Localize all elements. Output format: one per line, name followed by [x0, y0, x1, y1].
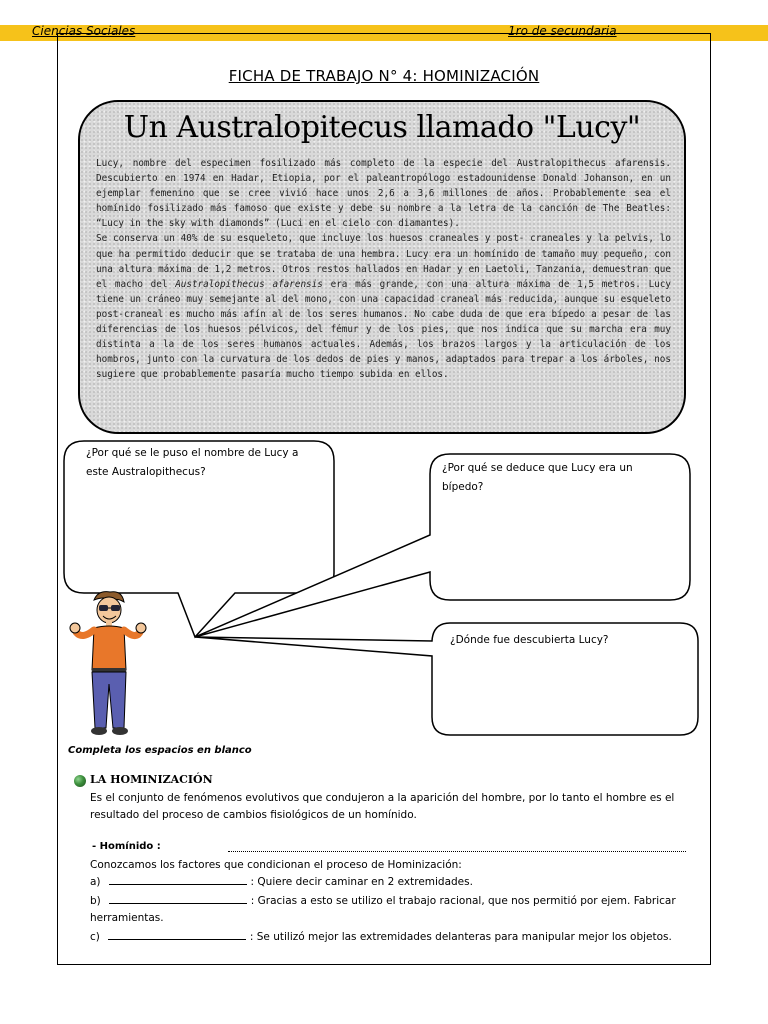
item-a-blank[interactable]: [109, 874, 247, 885]
instruction-label: Completa los espacios en blanco: [68, 745, 252, 756]
item-c: [90, 929, 700, 946]
hominido-term: - Homínido :: [92, 841, 161, 852]
item-c-letter: c): [90, 931, 100, 943]
worksheet-title: FICHA DE TRABAJO N° 4: HOMINIZACIÓN: [228, 67, 540, 85]
item-b-letter: b): [90, 895, 101, 907]
item-c-blank[interactable]: [108, 929, 246, 940]
globe-icon: [74, 775, 86, 787]
item-b: [90, 893, 692, 927]
reading-title: Un Australopitecus llamado "Lucy": [123, 110, 641, 145]
definition-paragraph: Es el conjunto de fenómenos evolutivos que condujeron a la aparición del hombre, por lo tanto el hombre es el resultado del proceso de cambios fisiológicos de un homínido.: [90, 792, 675, 821]
question-2: ¿Por qué se deduce que Lucy era un bípedo?: [442, 462, 633, 493]
hominido-label: [92, 840, 161, 852]
grade-label: 1ro de secundaria: [508, 24, 617, 38]
reading-paragraph-1: Lucy, nombre del especimen fosilizado más completo de la especie del Australopithecus afarensis. Descubierto en 1974 en Hadar, Etiopia, por el paleantropólogo estadounidense Donald Johanson, en un ejemplar femenino que se cree vivió hace unos 2,6 a 3,6 millones de años. Probablemente sea el homínido fosilizado más famoso que existe y debe su nombre a la letra de la canción de The Beatles: “Lucy in the sky with diamonds” (Luci en el cielo con diamantes).: [96, 158, 671, 230]
section-heading: LA HOMINIZACIÓN: [90, 773, 213, 786]
item-a-text: : Quiere decir caminar en 2 extremidades.: [250, 876, 473, 888]
subject-label: Ciencias Sociales: [32, 24, 136, 38]
question-3: ¿Dónde fue descubierta Lucy?: [450, 634, 609, 646]
factors-intro: Conozcamos los factores que condicionan el proceso de Hominización:: [90, 859, 462, 871]
item-a-letter: a): [90, 876, 101, 888]
item-c-text: : Se utilizó mejor las extremidades delanteras para manipular mejor los objetos.: [249, 931, 672, 943]
item-b-text: : Gracias a esto se utilizo el trabajo racional, que nos permitió por ejem. Fabricar herramientas.: [90, 895, 676, 924]
reading-paragraph-2b: era más grande, con una altura máxima de 1,5 metros. Lucy tiene un cráneo muy semejante al del mono, con una capacidad craneal más reducida, aunque su esqueleto post-craneal es mucho más afín al de los seres humanos. No cabe duda de que era bípedo a pesar de las diferencias de los huesos pélvicos, del fémur y de los pies, que nos indica que su marcha era muy distinta a la de los seres humanos actuales. Además, los brazos largos y la articulación de los hombros, junto con la curvatura de los dedos de pies y manos, adaptados para trepar a los árboles, nos sugiere que probablemente pasaría mucho tiempo subida en ellos.: [96, 278, 672, 381]
cartoon-boy-image: [66, 588, 150, 738]
species-name: Australopithecus afarensis: [175, 278, 323, 290]
question-1: ¿Por qué se le puso el nombre de Lucy a este Australopithecus?: [86, 447, 299, 478]
hominido-answer-line[interactable]: [228, 851, 686, 852]
item-a: [90, 874, 690, 891]
item-b-blank[interactable]: [109, 893, 247, 904]
reading-paragraph-2a: Se conserva un 40% de su esqueleto, que incluye los huesos craneales y post- craneales y la pelvis, lo que ha permitido deducir que se trataba de una hembra. Lucy era un homínido de tamaño muy pequeño, con una altura máxima de 1,2 metros. Otros restos hallados en Hadar y en Laetoli, Tanzania, demuestran que el macho del: [96, 233, 671, 290]
